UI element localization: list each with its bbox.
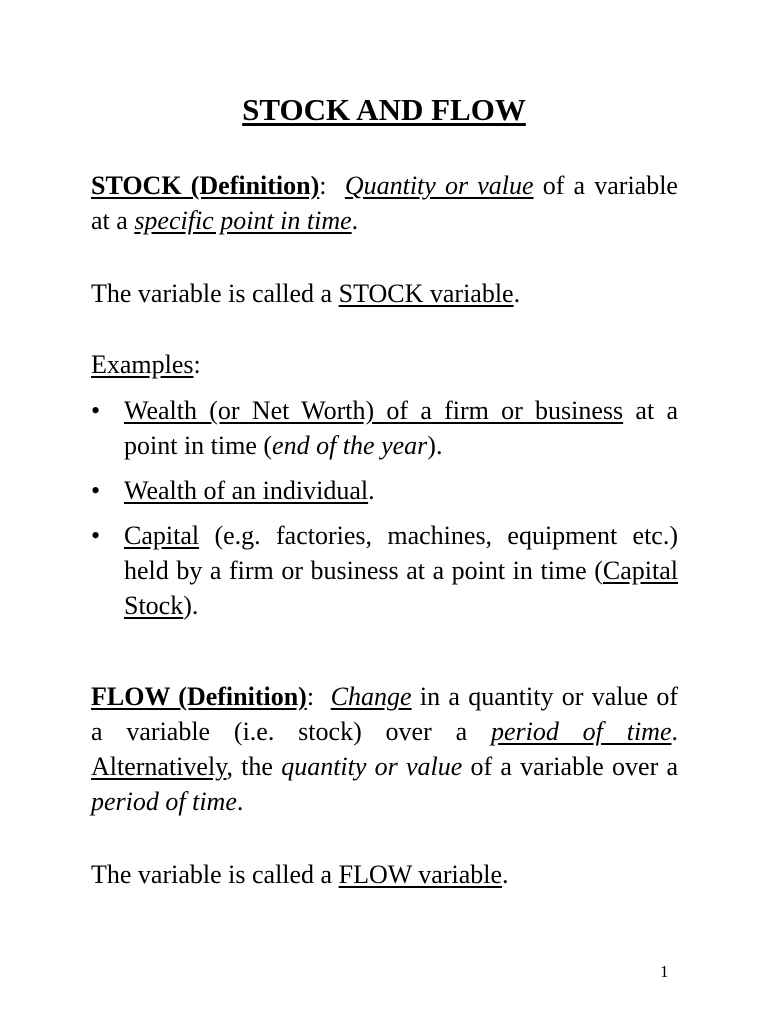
page-title: STOCK AND FLOW xyxy=(242,92,526,127)
bullet-icon: • xyxy=(91,476,101,505)
stock-definition-phrase: Quantity or value xyxy=(344,171,534,200)
list-item: • Capital (e.g. factories, machines, equipment etc.) held by a firm or business at a point in time (Capital Stock). xyxy=(91,518,678,623)
list-item: • Wealth of an individual. xyxy=(91,473,678,508)
bullet-icon: • xyxy=(91,521,101,550)
flow-definition: FLOW (Definition): Change in a quantity or value of a variable (i.e. stock) over a period of time. Alternatively, the quantity or value of a variable over a period of time. xyxy=(91,682,679,816)
stock-definition-time-phrase: specific point in time xyxy=(134,206,352,235)
stock-variable-statement: The variable is called a STOCK variable. xyxy=(91,279,521,308)
flow-variable-term: FLOW variable xyxy=(338,860,503,889)
flow-variable-statement: The variable is called a FLOW variable. xyxy=(91,860,509,889)
stock-variable-term: STOCK variable xyxy=(338,279,514,308)
examples-heading: Examples: xyxy=(91,350,201,379)
examples-list xyxy=(91,393,678,623)
stock-definition: STOCK (Definition): Quantity or value of a variable at a specific point in time. xyxy=(91,171,678,235)
list-item: • Wealth (or Net Worth) of a firm or business at a point in time (end of the year). xyxy=(91,393,678,463)
stock-definition-term: STOCK (Definition) xyxy=(91,171,320,200)
flow-definition-term: FLOW (Definition) xyxy=(91,682,307,711)
page-number: 1 xyxy=(660,962,669,981)
bullet-icon: • xyxy=(91,396,101,425)
